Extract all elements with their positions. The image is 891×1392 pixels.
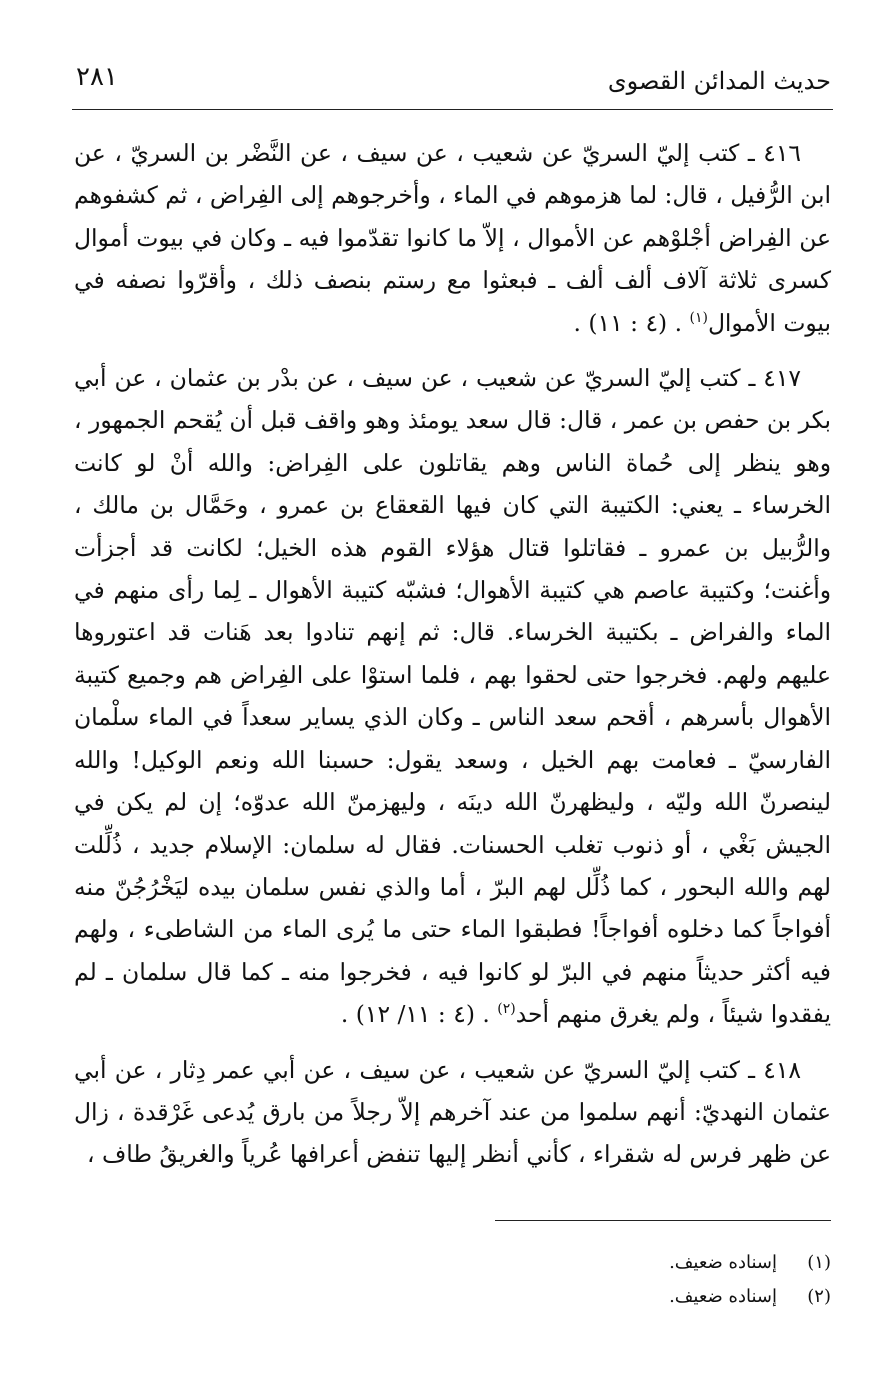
paragraph-416: ٤١٦ ـ كتب إليّ السريّ عن شعيب ، عن سيف ، عن النَّضْر بن السريّ ، عن ابن الرُّفيل ، قال: لما هزموهم في الماء ، وأخرجوهم إلى الفِراض ، ثم كشفوهم عن الفِراض أجْلوْهم عن الأموال ، إلاّ ما كانوا تقدّموا فيه ـ وكان في بيوت أموال كسرى ثلاثة آلاف ألف ألف ـ فبعثوا مع رستم بنصف ذلك ، وأقرّوا نصفه في بيوت الأموال$^{(١)}$ . (٤ : ١١) . bbox=[74, 139, 831, 337]
paragraph-body: كتب إليّ السريّ عن شعيب ، عن سيف ، عن أبي عمر دِثار ، عن أبي عثمان النهديّ: أنهم سلموا من عند آخرهم إلاّ رجلاً من بارق يُدعى غَرْقدة ، زال عن ظهر فرس له شقراء ، كأني أنظر إليها تنفض أعرافها عُرياً والغريقُ طاف ، bbox=[74, 1055, 831, 1169]
footnote-rule bbox=[495, 1220, 831, 1221]
paragraph-417: ٤١٧ ـ كتب إليّ السريّ عن شعيب ، عن سيف ، عن بدْر بن عثمان ، عن أبي بكر بن حفص بن عمر ، قال: قال سعد يومئذ وهو واقف قبل أن يُقحم الجمهور ، وهو ينظر إلى حُماة الناس وهم يقاتلون على الفِراض: والله أنْ لو كانت الخرساء ـ يعني: الكتيبة التي كان فيها القعقاع بن عمرو ، وحَمَّال بن مالك ، والرُّبيل بن عمرو ـ فقاتلوا قتال هؤلاء القوم هذه الخيل؛ لكانت قد أجزأت وأغنت؛ وكتيبة عاصم هي كتيبة الأهوال؛ فشبّه كتيبة الأهوال ـ لِما رأى منهم في الماء والفراض ـ بكتيبة الخرساء. قال: ثم إنهم تنادوا بعد هَنات قد اعتوروها عليهم ولهم. فخرجوا حتى لحقوا بهم ، فلما استوْا على الفِراض هم وجميع كتيبة الأهوال بأسرهم ، أقحم سعد الناس ـ وكان الذي يساير سعداً في الماء سلْمان الفارسيّ ـ فعامت بهم الخيل ، وسعد يقول: حسبنا الله ونعم الوكيل! والله لينصرنّ الله وليّه ، وليظهرنّ الله دينَه ، وليهزمنّ الله عدوّه؛ إن لم يكن في الجيش بَغْي ، أو ذنوب تغلب الحسنات. فقال له سلمان: الإسلام جديد ، ذُلِّلت لهم والله البحور ، كما ذُلِّل لهم البرّ ، أما والذي نفس سلمان بيده ليَخْرُجُنّ منه أفواجاً كما دخلوه أفواجاً! فطبقوا الماء حتى ما يُرى الماء من الشاطىء ، ولهم فيه أكثر حديثاً منهم في البرّ لو كانوا فيه ، فخرجوا منه ـ كما قال سلمان ـ لم يفقدوا شيئاً ، ولم يغرق منهم أحد$^{(٢)}$ . (٤ : ١١/ ١٢) . bbox=[74, 364, 832, 1029]
paragraph-number: ٤١٨ bbox=[763, 1055, 801, 1084]
paragraph-number: ٤١٧ bbox=[763, 364, 801, 393]
footnotes bbox=[669, 1246, 831, 1314]
paragraph-citation: . (٤ : ١١/ ١٢) . bbox=[340, 1000, 490, 1029]
footnote-text: إسناده ضعيف. bbox=[669, 1286, 777, 1307]
main-text bbox=[74, 132, 831, 1176]
footnote-reference: (١) bbox=[689, 309, 708, 326]
footnote-marker: (١) bbox=[807, 1252, 831, 1273]
running-title: حديث المدائن القصوى bbox=[607, 67, 831, 95]
paragraph-citation: . (٤ : ١١) . bbox=[573, 308, 683, 337]
footnote-reference: (٢) bbox=[497, 1001, 516, 1018]
footnote-text: إسناده ضعيف. bbox=[669, 1252, 777, 1273]
paragraph-body: كتب إليّ السريّ عن شعيب ، عن سيف ، عن النَّضْر بن السريّ ، عن ابن الرُّفيل ، قال: لما هزموهم في الماء ، وأخرجوهم إلى الفِراض ، ثم كشفوهم عن الفِراض أجْلوْهم عن الأموال ، إلاّ ما كانوا تقدّموا فيه ـ وكان في بيوت أموال كسرى ثلاثة آلاف ألف ألف ـ فبعثوا مع رستم بنصف ذلك ، وأقرّوا نصفه في بيوت الأموال bbox=[74, 139, 831, 337]
paragraph-body: كتب إليّ السريّ عن شعيب ، عن سيف ، عن بدْر بن عثمان ، عن أبي بكر بن حفص بن عمر ، قال: قال سعد يومئذ وهو واقف قبل أن يُقحم الجمهور ، وهو ينظر إلى حُماة الناس وهم يقاتلون على الفِراض: والله أنْ لو كانت الخرساء ـ يعني: الكتيبة التي كان فيها القعقاع بن عمرو ، وحَمَّال بن مالك ، والرُّبيل بن عمرو ـ فقاتلوا قتال هؤلاء القوم هذه الخيل؛ لكانت قد أجزأت وأغنت؛ وكتيبة عاصم هي كتيبة الأهوال؛ فشبّه كتيبة الأهوال ـ لِما رأى منهم في الماء والفراض ـ بكتيبة الخرساء. قال: ثم إنهم تنادوا بعد هَنات قد اعتوروها عليهم ولهم. فخرجوا حتى لحقوا بهم ، فلما استوْا على الفِراض هم وجميع كتيبة الأهوال بأسرهم ، أقحم سعد الناس ـ وكان الذي يساير سعداً في الماء سلْمان الفارسيّ ـ فعامت بهم الخيل ، وسعد يقول: حسبنا الله ونعم الوكيل! والله لينصرنّ الله وليّه ، وليظهرنّ الله دينَه ، وليهزمنّ الله عدوّه؛ إن لم يكن في الجيش بَغْي ، أو ذنوب تغلب الحسنات. فقال له سلمان: الإسلام جديد ، ذُلِّلت لهم والله البحور ، كما ذُلِّل لهم البرّ ، أما والذي نفس سلمان بيده ليَخْرُجُنّ منه أفواجاً كما دخلوه أفواجاً! فطبقوا الماء حتى ما يُرى الماء من الشاطىء ، ولهم فيه أكثر حديثاً منهم في البرّ لو كانوا فيه ، فخرجوا منه ـ كما قال سلمان ـ لم يفقدوا شيئاً ، ولم يغرق منهم أحد bbox=[74, 364, 832, 1029]
footnote-item bbox=[669, 1280, 831, 1314]
footnote-item bbox=[669, 1246, 831, 1280]
paragraph-number: ٤١٦ bbox=[763, 139, 801, 167]
paragraph-418: ٤١٨ ـ كتب إليّ السريّ عن شعيب ، عن سيف ، عن أبي عمر دِثار ، عن أبي عثمان النهديّ: أنهم سلموا من عند آخرهم إلاّ رجلاً من بارق يُدعى غَرْقدة ، زال عن ظهر فرس له شقراء ، كأني أنظر إليها تنفض أعرافها عُرياً والغريقُ طاف ، bbox=[74, 1055, 831, 1169]
page-number: ٢٨١ bbox=[76, 62, 118, 92]
footnote-marker: (٢) bbox=[807, 1286, 831, 1307]
header-rule bbox=[72, 109, 833, 110]
